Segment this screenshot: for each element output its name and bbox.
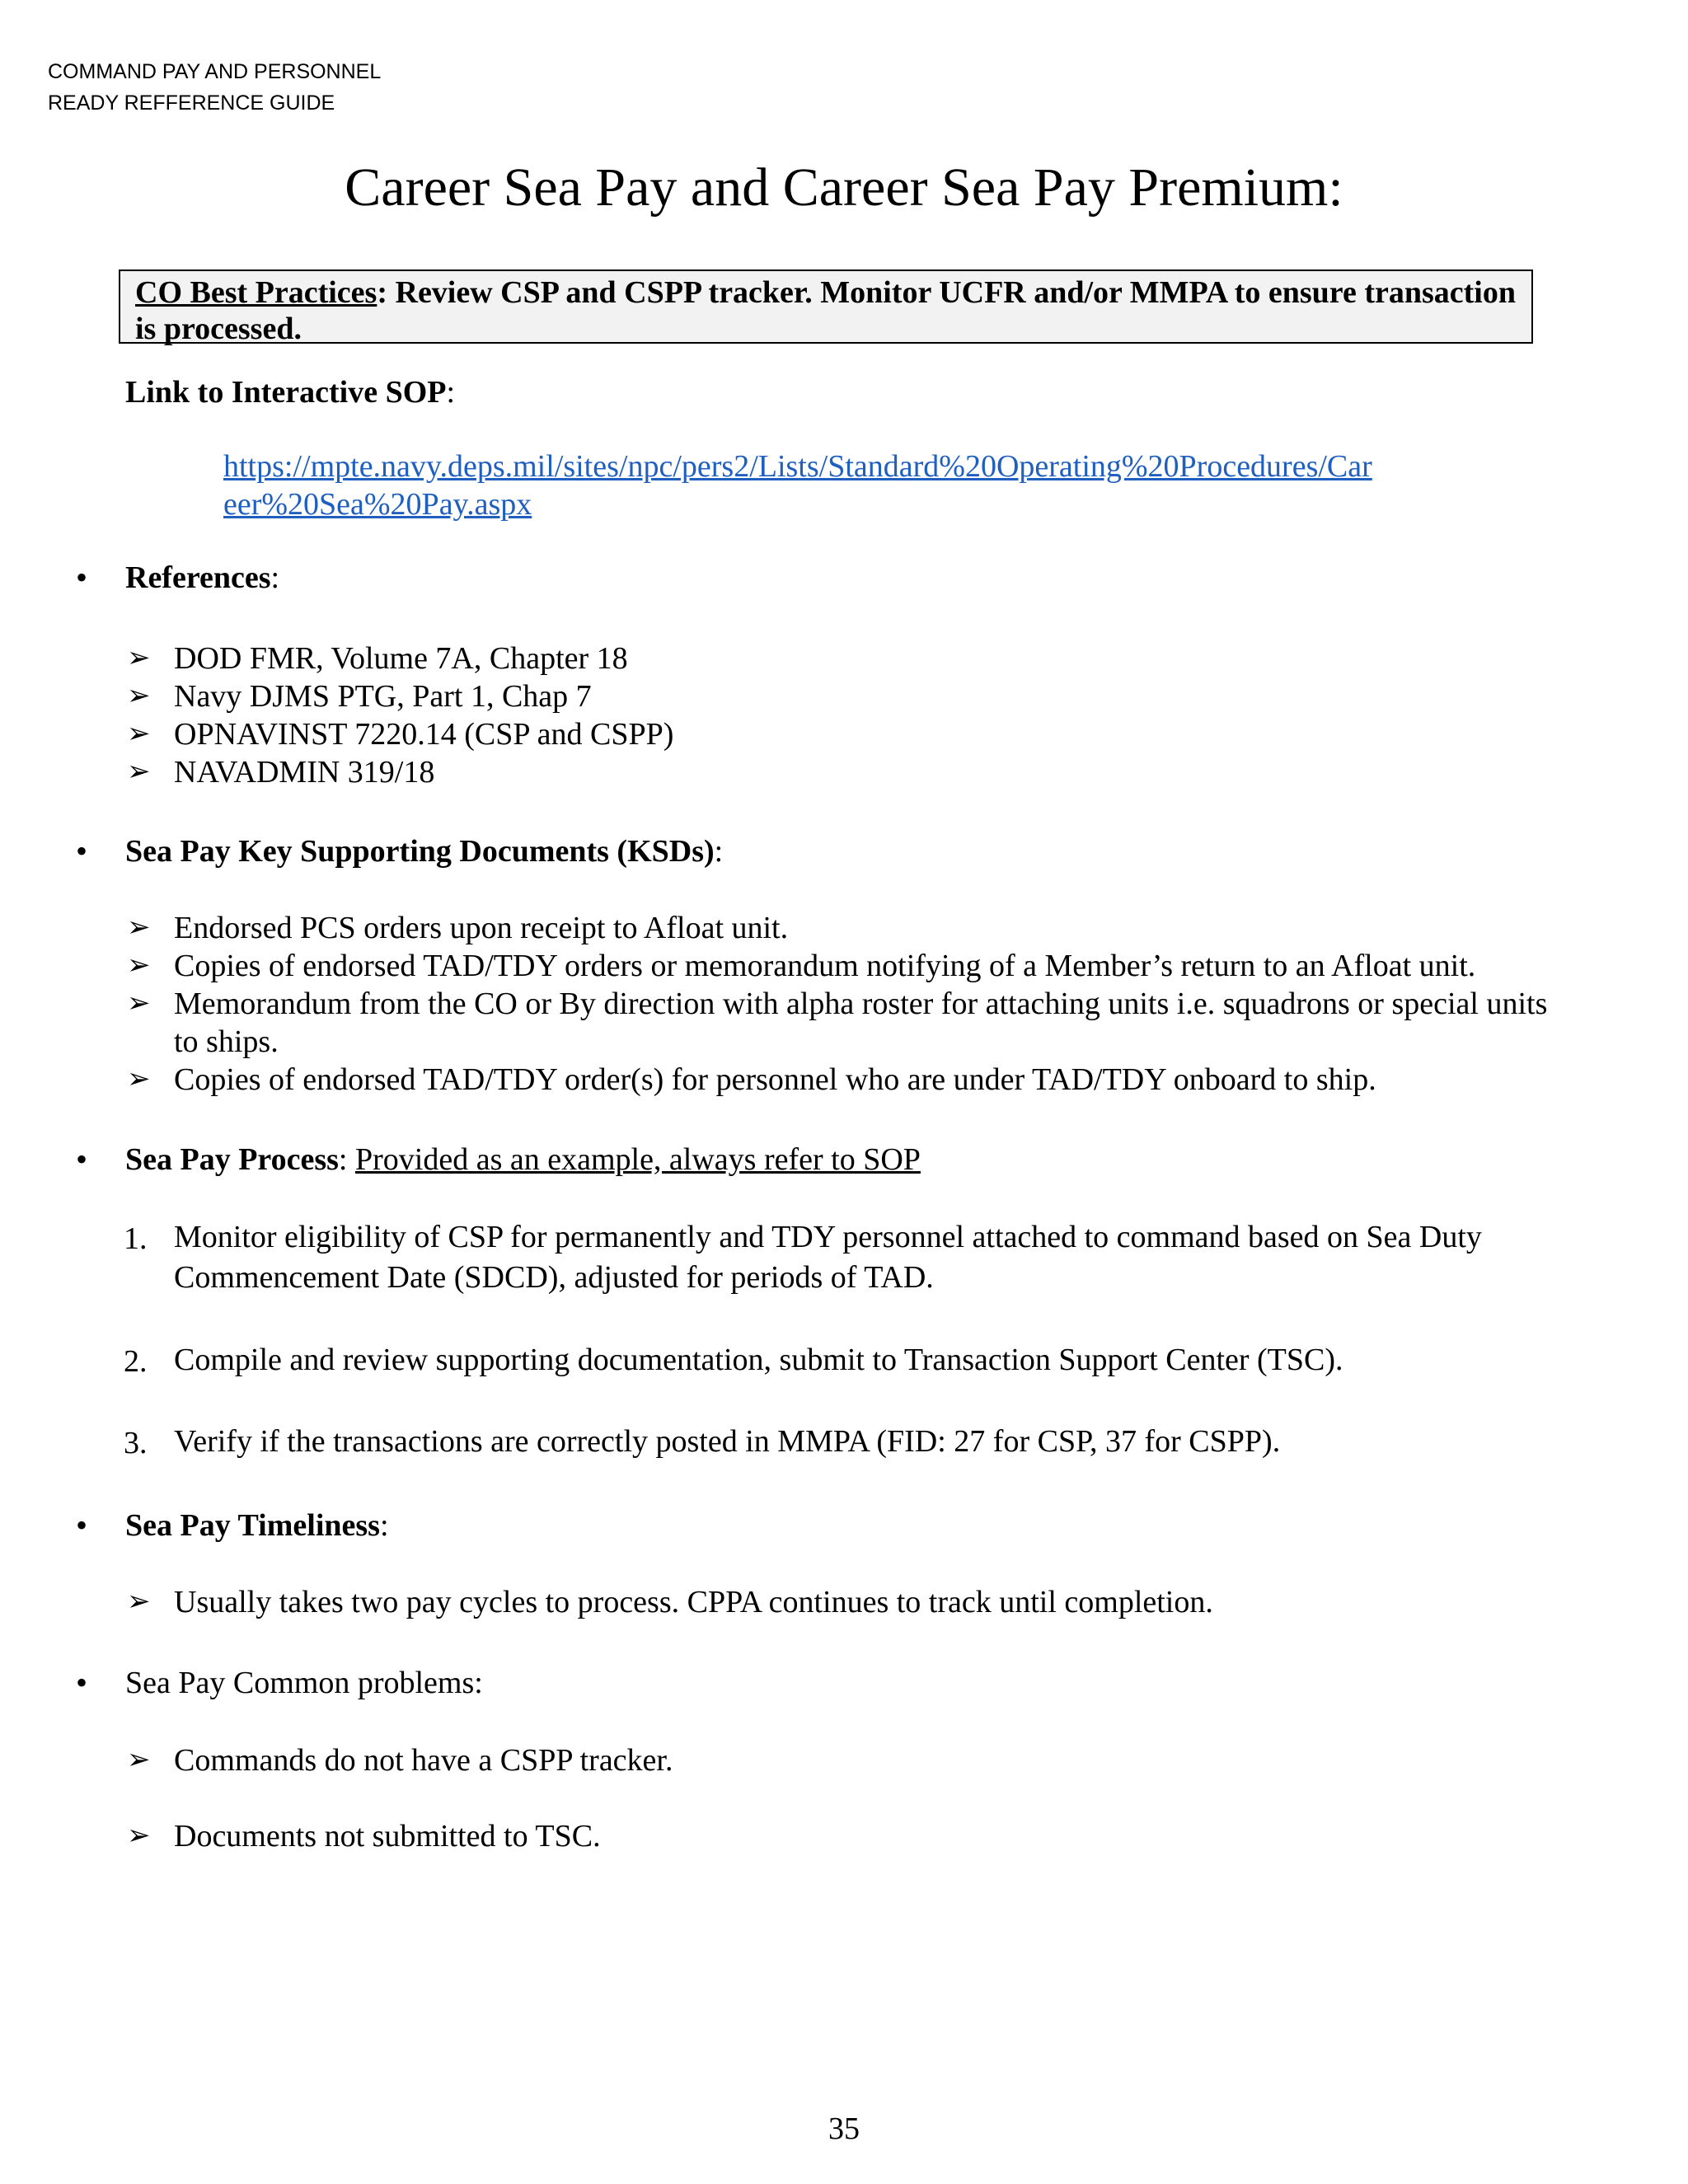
ksd-item: Copies of endorsed TAD/TDY orders or memorandum notifying of a Member’s return to an Afloat unit. — [174, 949, 1476, 983]
sop-link-line-1[interactable]: https://mpte.navy.deps.mil/sites/npc/pers2/Lists/Standard%20Operating%20Procedures/Car — [223, 449, 1372, 484]
sop-link-line-2[interactable]: eer%20Sea%20Pay.aspx — [223, 487, 532, 522]
bullet-icon: • — [76, 1141, 88, 1178]
references-heading — [125, 557, 279, 598]
bullet-icon: • — [76, 559, 88, 596]
reference-item: DOD FMR, Volume 7A, Chapter 18 — [174, 641, 628, 676]
ksd-item: Endorsed PCS orders upon receipt to Afloat unit. — [174, 911, 789, 945]
arrow-bullet-icon: ➢ — [127, 719, 151, 749]
step-number: 1. — [124, 1221, 148, 1256]
arrow-bullet-icon: ➢ — [127, 643, 151, 673]
reference-item: NAVADMIN 319/18 — [174, 755, 435, 790]
ksd-item-continuation: to ships. — [174, 1024, 279, 1059]
bullet-icon: • — [76, 1507, 88, 1544]
ksds-heading — [125, 831, 723, 872]
page-header — [48, 56, 381, 119]
best-practices-text: : Review CSP and CSPP tracker. Monitor UCFR and/or MMPA to ensure transaction is processed. — [135, 275, 1516, 346]
header-line-1: COMMAND PAY AND PERSONNEL — [48, 60, 382, 83]
arrow-bullet-icon: ➢ — [127, 950, 151, 981]
step-line: Verify if the transactions are correctly posted in MMPA (FID: 27 for CSP, 37 for CSPP). — [174, 1424, 1281, 1459]
timeliness-item: Usually takes two pay cycles to process. CPPA continues to track until completion. — [174, 1585, 1213, 1619]
step-number: 2. — [124, 1344, 148, 1379]
ksd-item: Copies of endorsed TAD/TDY order(s) for personnel who are under TAD/TDY onboard to ship. — [174, 1062, 1376, 1097]
ksds-label: Sea Pay Key Supporting Documents (KSDs) — [125, 834, 715, 869]
arrow-bullet-icon: ➢ — [127, 988, 151, 1019]
process-note: Provided as an example, always refer to SOP — [354, 1142, 921, 1177]
timeliness-heading — [125, 1505, 389, 1546]
process-heading — [125, 1139, 921, 1180]
page-title: Career Sea Pay and Career Sea Pay Premium: — [345, 157, 1343, 218]
problem-item: Commands do not have a CSPP tracker. — [174, 1743, 673, 1778]
arrow-bullet-icon: ➢ — [127, 912, 151, 943]
ksd-item: Memorandum from the CO or By direction with alpha roster for attaching units i.e. squadrons or special units — [174, 987, 1548, 1021]
sop-label-text: Link to Interactive SOP — [125, 375, 447, 410]
step-line: Commencement Date (SDCD), adjusted for periods of TAD. — [174, 1260, 934, 1295]
ksds-suffix: : — [714, 834, 724, 869]
arrow-bullet-icon: ➢ — [127, 1821, 151, 1851]
arrow-bullet-icon: ➢ — [127, 1586, 151, 1617]
page-number: 35 — [828, 2111, 860, 2146]
problems-heading: Sea Pay Common problems: — [125, 1666, 483, 1700]
sop-label-suffix: : — [446, 375, 456, 410]
arrow-bullet-icon: ➢ — [127, 681, 151, 711]
bullet-icon: • — [76, 832, 88, 869]
best-practices-box — [119, 269, 1533, 344]
process-suffix: : — [338, 1142, 355, 1177]
arrow-bullet-icon: ➢ — [127, 757, 151, 787]
sop-link[interactable] — [223, 448, 1476, 523]
bullet-icon: • — [76, 1664, 88, 1701]
references-suffix: : — [270, 560, 280, 595]
arrow-bullet-icon: ➢ — [127, 1745, 151, 1775]
timeliness-label: Sea Pay Timeliness — [125, 1508, 380, 1543]
arrow-bullet-icon: ➢ — [127, 1064, 151, 1094]
process-label: Sea Pay Process — [125, 1142, 339, 1177]
reference-item: Navy DJMS PTG, Part 1, Chap 7 — [174, 679, 592, 714]
timeliness-suffix: : — [379, 1508, 389, 1543]
problem-item: Documents not submitted to TSC. — [174, 1819, 601, 1854]
references-label: References — [125, 560, 271, 595]
step-line: Compile and review supporting documentation, submit to Transaction Support Center (TSC). — [174, 1343, 1343, 1377]
reference-item: OPNAVINST 7220.14 (CSP and CSPP) — [174, 717, 674, 752]
header-line-2: READY REFFERENCE GUIDE — [48, 91, 335, 115]
step-number: 3. — [124, 1426, 148, 1460]
sop-label — [125, 372, 455, 413]
best-practices-label: CO Best Practices — [135, 275, 377, 310]
step-line: Monitor eligibility of CSP for permanently and TDY personnel attached to command based on Sea Duty — [174, 1220, 1482, 1254]
